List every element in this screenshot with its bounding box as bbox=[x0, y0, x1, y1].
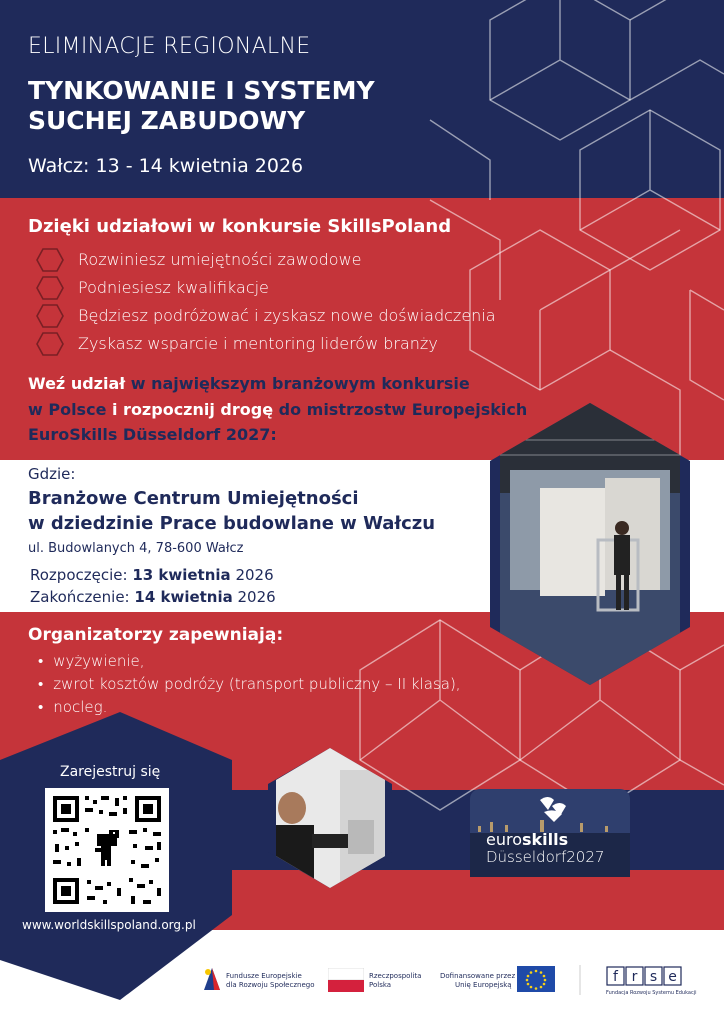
euroskills-logo-text bbox=[486, 830, 568, 849]
hexagon-bullet-icon bbox=[36, 332, 64, 356]
cta-text: do mistrzostw Europejskich bbox=[273, 400, 528, 419]
frse-caption: Fundacja Rozwoju Systemu Edukacji bbox=[606, 990, 697, 996]
frse-logo bbox=[606, 966, 684, 988]
benefit-item bbox=[36, 304, 536, 328]
fe-logo-line1: Fundusze Europejskie bbox=[226, 972, 302, 980]
end-date-value: 14 kwietnia bbox=[134, 588, 233, 606]
organizer-item: • nocleg. bbox=[38, 698, 107, 716]
website-link[interactable]: www.worldskillspoland.org.pl bbox=[22, 918, 196, 932]
end-label: Zakończenie: bbox=[30, 588, 135, 606]
cta-text: EuroSkills Düsseldorf 2027: bbox=[28, 425, 277, 444]
benefit-item bbox=[36, 248, 536, 272]
page-title-line1: TYNKOWANIE I SYSTEMY bbox=[28, 76, 375, 105]
cta-emphasis: i rozpocznij drogę bbox=[106, 400, 274, 419]
eu-logo-line1: Dofinansowane przez bbox=[440, 972, 516, 980]
cta-line3 bbox=[28, 425, 277, 444]
rp-logo-line1: Rzeczpospolita bbox=[369, 972, 422, 980]
rp-logo-line2: Polska bbox=[369, 981, 392, 989]
eu-logo-line2: Unię Europejską bbox=[455, 981, 512, 989]
fe-logo-line2: dla Rozwoju Społecznego bbox=[226, 981, 315, 989]
venue-address: ul. Budowlanych 4, 78-600 Wałcz bbox=[28, 541, 244, 556]
benefit-item bbox=[36, 332, 536, 356]
start-year: 2026 bbox=[230, 566, 274, 584]
event-kicker: ELIMINACJE REGIONALNE bbox=[28, 34, 311, 59]
register-label: Zarejestruj się bbox=[60, 764, 161, 780]
svg-text:f: f bbox=[613, 969, 618, 985]
hexagon-bullet-icon bbox=[36, 304, 64, 328]
benefit-item bbox=[36, 276, 536, 300]
benefit-text: Zyskasz wsparcie i mentoring liderów branży bbox=[78, 334, 438, 353]
venue-name-line2: w dziedzinie Prace budowlane w Wałczu bbox=[28, 513, 436, 534]
organizer-item: • zwrot kosztów podróży (transport publiczny – II klasa), bbox=[38, 675, 461, 693]
start-label: Rozpoczęcie: bbox=[30, 566, 133, 584]
euroskills-city-year: Düsseldorf2027 bbox=[486, 848, 605, 866]
cta-emphasis: Weź udział bbox=[28, 374, 126, 393]
benefit-text: Będziesz podróżować i zyskasz nowe doświadczenia bbox=[78, 306, 496, 325]
benefits-heading: Dzięki udziałowi w konkursie SkillsPoland bbox=[28, 216, 452, 237]
euroskills-brand-light: euro bbox=[486, 830, 522, 849]
event-date: Wałcz: 13 - 14 kwietnia 2026 bbox=[28, 155, 304, 177]
polish-flag-icon bbox=[328, 968, 364, 992]
organizer-item: • wyżywienie, bbox=[38, 652, 145, 670]
cta-text: w Polsce bbox=[28, 400, 107, 419]
svg-text:r: r bbox=[631, 969, 638, 985]
end-date bbox=[30, 588, 276, 606]
page-title-line2: SUCHEJ ZABUDOWY bbox=[28, 106, 306, 135]
svg-text:s: s bbox=[649, 969, 658, 985]
end-year: 2026 bbox=[232, 588, 276, 606]
benefit-text: Rozwiniesz umiejętności zawodowe bbox=[78, 250, 362, 269]
cta-line1 bbox=[28, 374, 470, 393]
start-date-value: 13 kwietnia bbox=[132, 566, 231, 584]
organizers-heading: Organizatorzy zapewniają: bbox=[28, 625, 284, 645]
venue-name-line1: Branżowe Centrum Umiejętności bbox=[28, 488, 359, 509]
benefit-text: Podniesiesz kwalifikacje bbox=[78, 278, 269, 297]
fe-logo-icon bbox=[200, 964, 224, 994]
cta-line2 bbox=[28, 400, 527, 419]
start-date bbox=[30, 566, 274, 584]
cta-text: w największym branżowym konkursie bbox=[125, 374, 470, 393]
euroskills-brand-bold: skills bbox=[522, 830, 569, 849]
hexagon-bullet-icon bbox=[36, 276, 64, 300]
svg-text:e: e bbox=[668, 969, 677, 985]
registration-qr-code[interactable] bbox=[45, 788, 169, 912]
eu-flag-icon bbox=[517, 966, 555, 992]
venue-label: Gdzie: bbox=[28, 465, 76, 483]
hexagon-bullet-icon bbox=[36, 248, 64, 272]
